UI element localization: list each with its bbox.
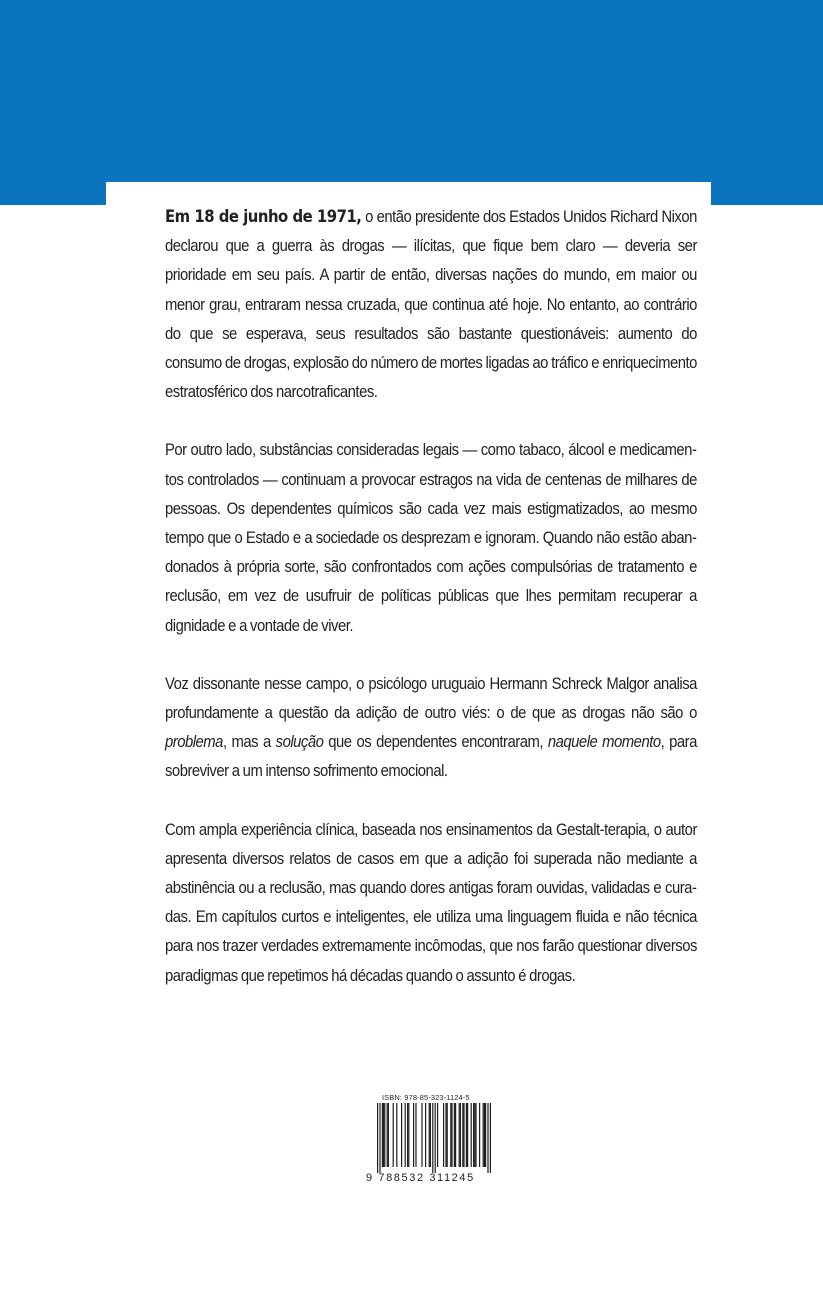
barcode-digits: 9 788532 311245 — [366, 1172, 475, 1184]
barcode-bar — [490, 1103, 491, 1173]
barcode-bar — [455, 1103, 456, 1167]
barcode-bar — [413, 1103, 414, 1167]
barcode-bar — [462, 1103, 463, 1167]
barcode-bar — [483, 1103, 484, 1167]
barcode-bar — [451, 1103, 452, 1167]
barcode-bar — [432, 1103, 433, 1173]
barcode-bar — [454, 1103, 455, 1167]
paragraph-3-text-c: que os dependentes encontraram, — [323, 733, 548, 752]
isbn-label: ISBN: 978-85-323-1124-5 — [382, 1093, 470, 1102]
barcode-bar — [430, 1103, 431, 1167]
barcode-bar — [487, 1103, 488, 1173]
barcode-bar — [383, 1103, 384, 1167]
emphasis-solucao: solução — [275, 733, 324, 752]
barcode-bar — [396, 1103, 397, 1167]
barcode-bar — [393, 1103, 394, 1167]
barcode-bar — [379, 1103, 380, 1173]
paragraph-2: Por outro lado, substâncias consideradas legais — como tabaco, álcool e medicamentos controlados — continuam a provocar estragos na vida de centenas de milhares de pessoas. Os dependentes químicos são cada vez mais estigmatizados, ao mesmo tempo que o Estado e a sociedade os desprezam e ignoram. Quando não estão abandonados à própria sorte, são confrontados com ações compulsórias de tratamento e reclusão, em vez de usufruir de políticas públicas que lhes permitam recuperar a dignidade e a vontade de viver. — [165, 441, 697, 635]
barcode-bar — [401, 1103, 402, 1167]
barcode-bar — [407, 1103, 408, 1167]
emphasis-problema: problema — [165, 733, 223, 752]
barcode-bar — [388, 1103, 389, 1167]
paragraph-1 — [165, 202, 697, 407]
barcode-bar — [382, 1103, 383, 1167]
emphasis-naquele-momento: naquele momento — [547, 733, 661, 752]
isbn-barcode — [366, 1093, 500, 1189]
paragraph-3-text-d: , para sobreviver a um intenso sofrimento emocional. — [165, 733, 697, 781]
paragraph-3-text-b: , mas a — [222, 733, 276, 752]
barcode-bar — [467, 1103, 468, 1167]
barcode-bar — [415, 1103, 416, 1167]
barcode-bar — [471, 1103, 472, 1167]
barcode-bar — [421, 1103, 422, 1167]
barcode-bar — [460, 1103, 461, 1167]
barcode-bar — [408, 1103, 409, 1167]
barcode-bar — [445, 1103, 446, 1167]
barcode-bars — [371, 1103, 495, 1173]
barcode-bar — [475, 1103, 476, 1167]
lead-date: Em 18 de junho de 1971, — [165, 207, 362, 226]
barcode-bar — [429, 1103, 430, 1167]
barcode-bar — [459, 1103, 460, 1167]
barcode-bar — [437, 1103, 438, 1167]
barcode-bar — [377, 1103, 378, 1173]
barcode-bar — [443, 1103, 444, 1167]
top-color-band — [0, 0, 823, 205]
barcode-bar — [473, 1103, 474, 1167]
blurb-text — [165, 202, 697, 1020]
paragraph-1-text: o então presidente dos Estados Unidos Richard Nixon declarou que a guerra às drogas — ilícitas, que fique bem claro — deveria ser prioridade em seu país. A partir de então, diversas nações do mundo, em maior ou menor grau, entraram nessa cruzada, que continua até hoje. No entanto, ao contrário do que se esperava, seus resultados são bastante questionáveis: aumento do consumo de drogas, explosão do número de mortes ligadas ao tráfico e enriquecimento estratosférico dos narcotraficantes. — [165, 208, 697, 402]
barcode-bar — [405, 1103, 406, 1167]
paragraph-3-text-a: Voz dissonante nesse campo, o psicólogo uruguaio Hermann Schreck Malgor analisa profundamente a questão da adição de outro viés: o de que as drogas não são o — [165, 674, 697, 723]
barcode-bar — [485, 1103, 486, 1167]
barcode-bar — [479, 1103, 480, 1167]
barcode-bar — [425, 1103, 426, 1167]
paragraph-4: Com ampla experiência clínica, baseada nos ensinamentos da Gestalt-terapia, o autor apresenta diversos relatos de casos em que a adição foi superada não mediante a abstinência ou a reclusão, mas quando dores antigas foram ouvidas, validadas e curadas. Em capítulos curtos e inteligentes, ele utiliza uma linguagem fluida e não técnica para nos trazer verdades extremamente incômodas, que nos farão questionar diversos paradigmas que repetimos há décadas quando o assunto é drogas. — [165, 820, 697, 985]
barcode-bar — [384, 1103, 385, 1167]
barcode-bar — [484, 1103, 485, 1167]
barcode-bar — [435, 1103, 436, 1173]
barcode-bar — [450, 1103, 451, 1167]
barcode-bar — [466, 1103, 467, 1167]
paragraph-3 — [165, 670, 697, 787]
barcode-bar — [474, 1103, 475, 1167]
barcode-bar — [447, 1103, 448, 1167]
barcode-bar — [463, 1103, 464, 1167]
barcode-bar — [387, 1103, 388, 1167]
